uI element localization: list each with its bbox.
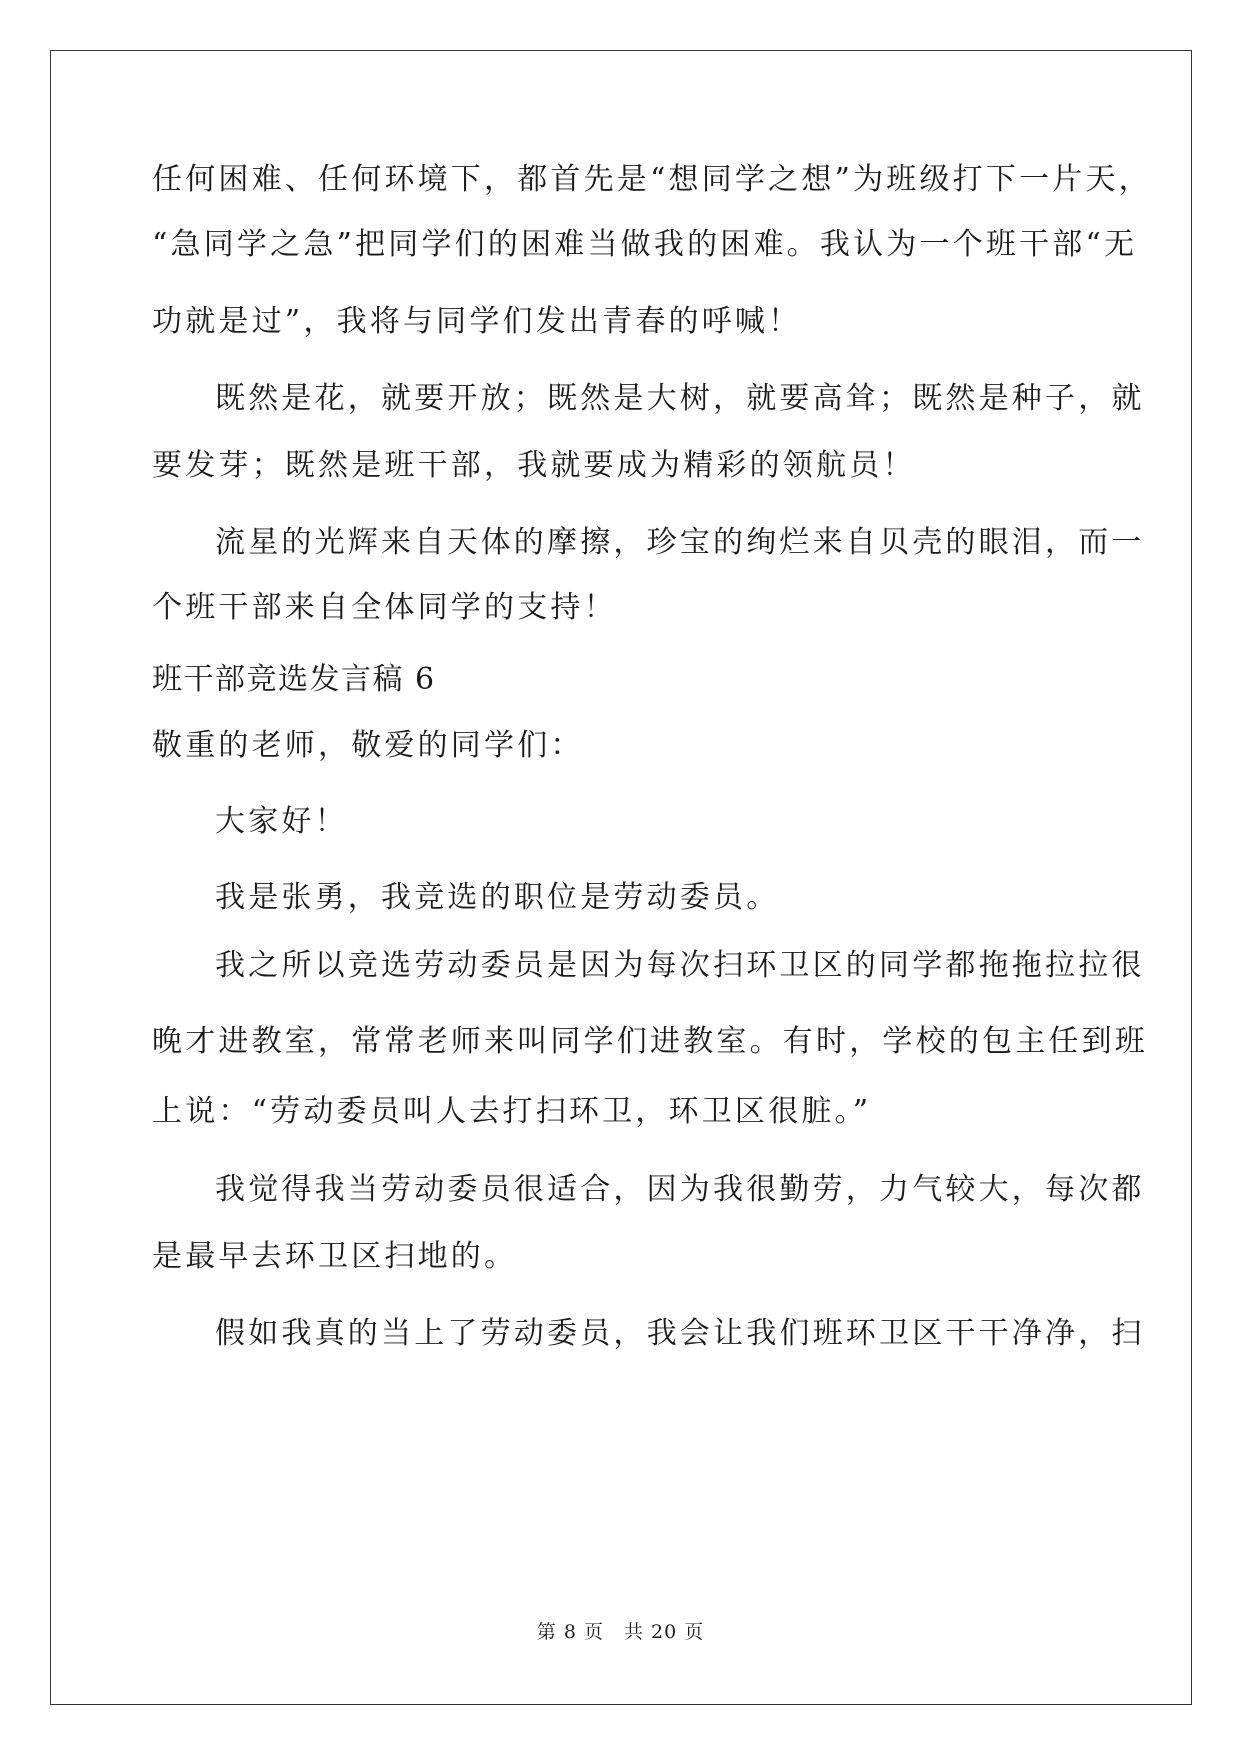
text-line: 假如我真的当上了劳动委员，我会让我们班环卫区干干净净，扫	[215, 1316, 1145, 1351]
page-number: 第 8 页 共 20 页	[536, 1621, 705, 1643]
text-line: 流星的光辉来自天体的摩擦，珍宝的绚烂来自贝壳的眼泪，而一	[215, 525, 1145, 560]
salutation: 敬重的老师，敬爱的同学们：	[152, 728, 584, 763]
text-line: 功就是过”，我将与同学们发出青春的呼喊！	[152, 304, 802, 339]
text-line: 个班干部来自全体同学的支持！	[152, 590, 617, 625]
text-line: 我觉得我当劳动委员很适合，因为我很勤劳，力气较大，每次都	[215, 1172, 1145, 1207]
text-line: 是最早去环卫区扫地的。	[152, 1239, 518, 1274]
text-line: “急同学之急”把同学们的困难当做我的困难。我认为一个班干部“无	[152, 227, 1138, 262]
text-line: 我是张勇，我竞选的职位是劳动委员。	[215, 880, 780, 915]
section-heading: 班干部竞选发言稿 6	[152, 662, 436, 697]
text-line: 任何困难、任何环境下，都首先是“想同学之想”为班级打下一片天，	[152, 162, 1152, 197]
text-line: 既然是花，就要开放；既然是大树，就要高耸；既然是种子，就	[215, 381, 1145, 416]
text-line: 上说：“劳动委员叫人去打扫环卫，环卫区很脏。”	[152, 1094, 872, 1129]
text-line: 我之所以竞选劳动委员是因为每次扫环卫区的同学都拖拖拉拉很	[215, 948, 1145, 983]
text-line: 大家好！	[215, 804, 348, 839]
text-line: 晚才进教室，常常老师来叫同学们进教室。有时，学校的包主任到班	[152, 1024, 1148, 1059]
text-line: 要发芽；既然是班干部，我就要成为精彩的领航员！	[152, 448, 916, 483]
